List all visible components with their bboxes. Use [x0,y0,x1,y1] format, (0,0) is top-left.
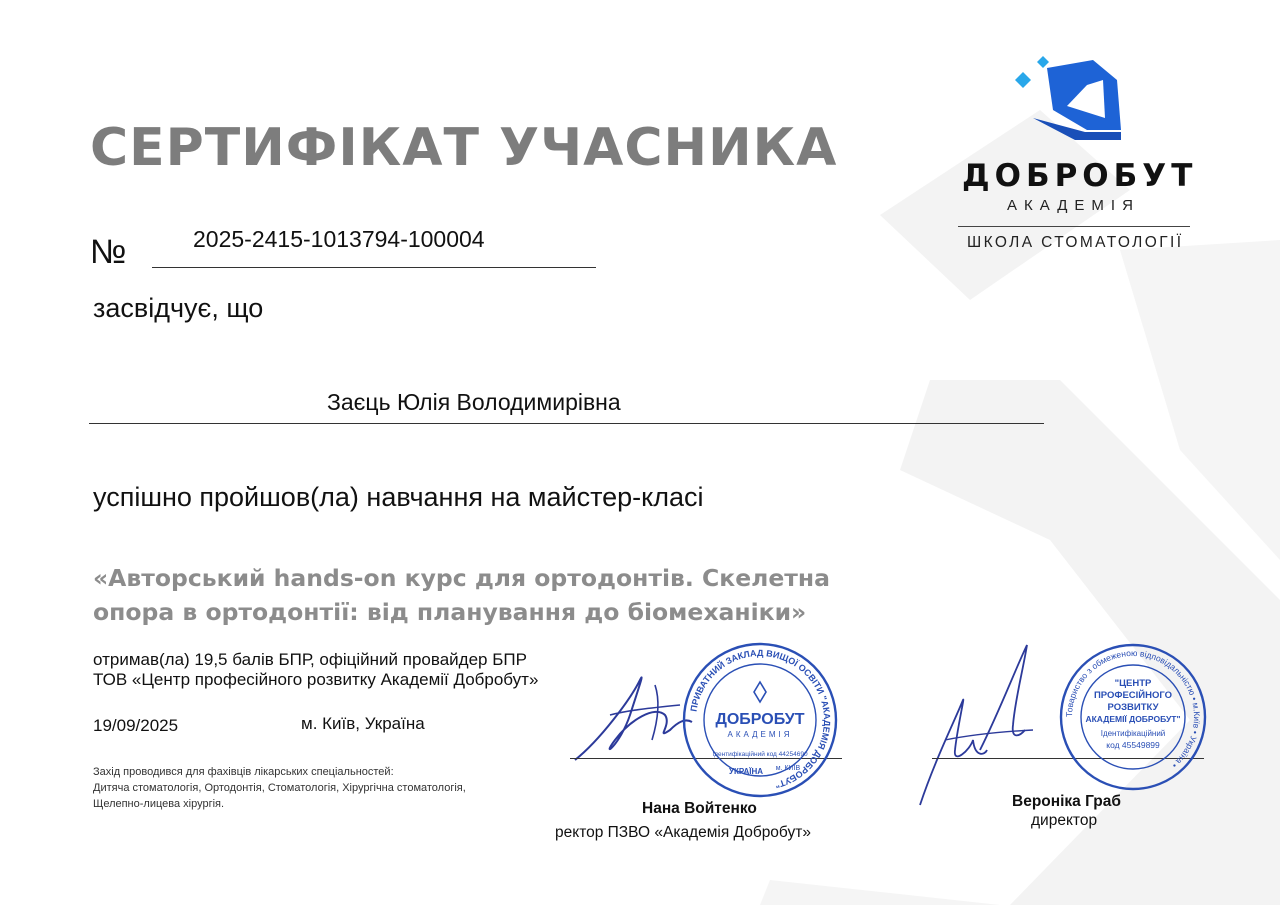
logo-brand-text: ДОБРОБУТ [962,158,1198,194]
note-line-3: Щелепно-лицева хірургія. [93,798,225,810]
stamp-right-line4: АКАДЕМІЇ ДОБРОБУТ" [1085,714,1181,724]
signer-name-right: Вероніка Граб [1012,793,1121,810]
number-underline [152,267,596,268]
name-underline [89,423,1044,424]
signature-grab [915,640,1045,810]
stamp-left-sub: АКАДЕМІЯ [727,730,793,739]
stamp-left-brand: ДОБРОБУТ [715,711,805,728]
signer-role-right: директор [1031,812,1098,829]
certificate-number: 2025-2415-1013794-100004 [193,226,485,252]
stamp-left-city: м. КИЇВ [775,765,801,772]
stamp-left-code: Ідентифікаційний код 44254690 [712,751,808,758]
certificate-title: СЕРТИФІКАТ УЧАСНИКА [90,118,838,178]
certifies-text: засвідчує, що [93,293,264,323]
note-line-2: Дитяча стоматологія, Ортодонтія, Стоматологія, Хірургічна стоматологія, [93,782,466,794]
participant-name: Заєць Юлія Володимирівна [327,389,621,415]
note-line-1: Захід проводився для фахівців лікарських спеціальностей: [93,766,394,778]
issue-city: м. Київ, Україна [301,714,425,733]
completed-text: успішно пройшов(ла) навчання на майстер-класі [93,482,704,512]
course-title: «Авторський hands-on курс для ортодонтів. Скелетна опора в ортодонтії: від планування до біомеханіки» [93,564,831,626]
number-sign: № [90,233,127,271]
signer-role-left: ректор ПЗВО «Академія Добробут» [555,824,811,841]
signer-name-left: Нана Войтенко [642,800,757,817]
stamp-right-ring-text: Товариство з обмеженою відповідальністю • м.Київ • Україна • [1063,647,1203,771]
stamp-right-line6: код 45549899 [1106,740,1160,750]
stamp-center [1058,642,1208,792]
points-line-1: отримав(ла) 19,5 балів БПР, офіційний провайдер БПР [93,650,527,669]
logo-academy-text: АКАДЕМІЯ [1007,197,1140,214]
logo-school-text: ШКОЛА СТОМАТОЛОГІЇ [967,234,1184,251]
issue-date: 19/09/2025 [93,716,179,735]
dobrobut-logo-icon [955,40,1205,150]
stamp-academy [680,640,840,800]
logo [955,40,1205,150]
points-line-2: ТОВ «Центр професійного розвитку Академії Добробут» [93,670,539,689]
stamp-right-line3: РОЗВИТКУ [1107,702,1159,713]
stamp-right-line5: Ідентифікаційний [1100,729,1166,738]
stamp-right-line1: "ЦЕНТР [1114,678,1152,689]
stamp-left-country: УКРАЇНА [728,767,764,776]
stamp-right-line2: ПРОФЕСІЙНОГО [1093,690,1173,701]
specialties-note [93,764,523,812]
logo-divider [958,226,1190,227]
stamp-left-ring-text: ПРИВАТНИЙ ЗАКЛАД ВИЩОЇ ОСВІТИ "АКАДЕМІЯ ДОБРОБУТ" [688,647,833,791]
